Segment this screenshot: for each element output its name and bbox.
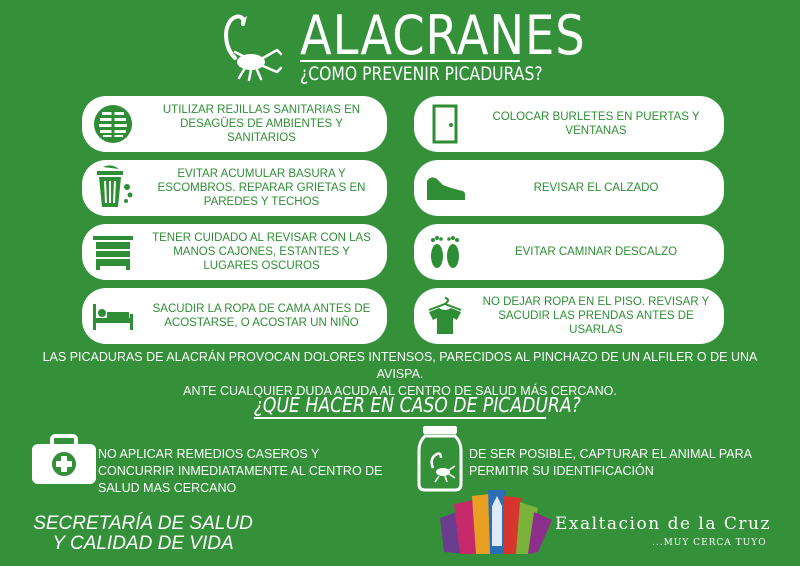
first-aid-kit-icon xyxy=(30,434,98,486)
tip-door-seals xyxy=(414,96,724,152)
footprints-icon xyxy=(422,229,468,275)
secretaria-line-2: Y CALIDAD DE VIDA xyxy=(52,533,234,554)
page-title: ALACRANES xyxy=(300,4,586,67)
page-subtitle: ¿COMO PREVENIR PICADURAS? xyxy=(300,60,520,85)
tip-text: TENER CUIDADO AL REVISAR CON LAS MANOS CAJONES, ESTANTES Y LUGARES OSCUROS xyxy=(152,232,371,272)
action-capture-animal: DE SER POSIBLE, CAPTURAR EL ANIMAL PARA PERMITIR SU IDENTIFICACIÓN xyxy=(469,447,752,478)
municipality-logo-icon xyxy=(432,490,557,556)
section-heading: ¿QUÉ HACER EN CASO DE PICADURA? xyxy=(253,393,581,417)
shirt-hanger-icon xyxy=(422,293,468,339)
scorpion-icon xyxy=(215,8,285,82)
secretaria-logo-text xyxy=(18,514,268,554)
tip-shoes xyxy=(414,160,724,216)
tip-text: EVITAR CAMINAR DESCALZO xyxy=(514,246,678,258)
tip-text: REVISAR EL CALZADO xyxy=(533,182,659,194)
bed-icon xyxy=(90,293,136,339)
tip-text: COLOCAR BURLETES EN PUERTAS Y VENTANAS xyxy=(492,111,700,137)
secretaria-line-1: SECRETARÍA DE SALUD xyxy=(33,513,253,534)
tip-clothes xyxy=(414,288,724,344)
trash-bin-icon xyxy=(90,165,136,211)
tip-text: UTILIZAR REJILLAS SANITARIAS EN DESAGÜES DE AMBIENTES Y SANITARIOS xyxy=(162,104,361,144)
tip-drawers xyxy=(82,224,387,280)
town-name: Exaltacion de la Cruz xyxy=(555,514,771,534)
door-icon xyxy=(422,101,468,147)
tip-text: NO DEJAR ROPA EN EL PISO. REVISAR Y SACUDIR LAS PRENDAS ANTES DE USARLAS xyxy=(482,296,710,336)
town-motto: ...MUY CERCA TUYO xyxy=(652,538,767,548)
tip-bedding xyxy=(82,288,387,344)
tip-drain-grates xyxy=(82,96,387,152)
tip-trash xyxy=(82,160,387,216)
tip-text: EVITAR ACUMULAR BASURA Y ESCOMBROS. REPARAR GRIETAS EN PAREDES Y TECHOS xyxy=(157,168,366,208)
tip-barefoot xyxy=(414,224,724,280)
warning-line-2: ANTE CUALQUIER DUDA ACUDA AL CENTRO DE SALUD MÁS CERCANO. xyxy=(183,384,617,398)
drain-grate-icon xyxy=(90,101,136,147)
action-no-home-remedies: NO APLICAR REMEDIOS CASEROS Y CONCURRIR INMEDIATAMENTE AL CENTRO DE SALUD MAS CERCANO xyxy=(98,447,383,495)
shoe-icon xyxy=(422,165,468,211)
dresser-icon xyxy=(90,229,136,275)
tip-text: SACUDIR LA ROPA DE CAMA ANTES DE ACOSTARSE, O ACOSTAR UN NIÑO xyxy=(152,303,371,329)
warning-line-1: LAS PICADURAS DE ALACRÁN PROVOCAN DOLORES INTENSOS, PARECIDOS AL PINCHAZO DE UN ALFILER O DE UNA AVISPA. xyxy=(42,350,758,381)
jar-icon xyxy=(415,424,465,492)
